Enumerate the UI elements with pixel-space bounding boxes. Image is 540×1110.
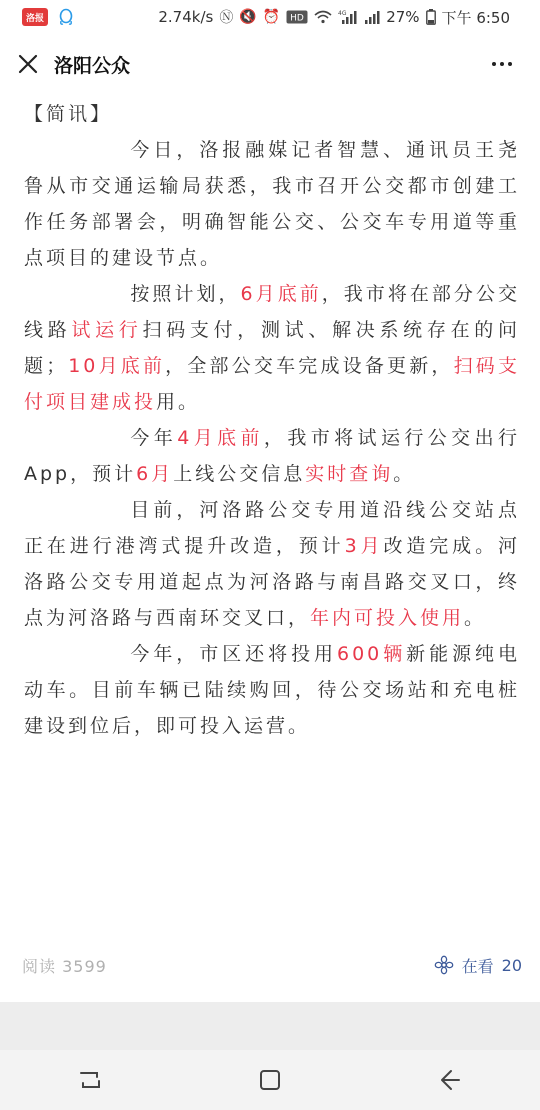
highlight-text: 实时查询 xyxy=(305,463,394,485)
signal-icon xyxy=(364,9,380,25)
home-button[interactable] xyxy=(230,1055,310,1105)
clock: 下午 6:50 xyxy=(441,8,510,27)
highlight-text: 4月底前 xyxy=(177,427,264,449)
article-paragraph xyxy=(24,132,520,276)
article-paragraph xyxy=(24,492,520,636)
nfc-icon: Ⓝ xyxy=(219,10,234,26)
status-bar xyxy=(0,0,540,34)
home-icon xyxy=(257,1067,283,1093)
page-title: 洛阳公众 xyxy=(54,54,131,77)
article-body xyxy=(24,96,520,744)
svg-text:HD: HD xyxy=(290,13,305,24)
watching-count: 20 xyxy=(501,955,522,975)
signal-4g-icon xyxy=(338,9,358,25)
body-text: ，我市将在部分公交线路 xyxy=(24,283,520,341)
article-paragraph xyxy=(24,276,520,420)
highlight-text: 年内可投入使用 xyxy=(310,607,465,629)
article-paragraphs xyxy=(24,132,520,744)
section-divider xyxy=(0,1002,540,1050)
highlight-text: 6月底前 xyxy=(240,283,322,305)
watching-label: 在看 xyxy=(461,956,494,976)
article-meta xyxy=(22,950,522,980)
highlight-text: 扫码支付项目建成投 xyxy=(24,355,520,413)
alarm-icon: ⏰ xyxy=(262,9,281,25)
qq-icon xyxy=(58,8,74,26)
more-icon xyxy=(492,62,496,66)
body-text: 今日，洛报融媒记者智慧、通讯员王尧鲁从市交通运输局获悉，我市召开公交都市创建工作任务部署会，明确智能公交、公交车专用道等重点项目的建设节点。 xyxy=(24,139,520,269)
body-text: 上线公交信息 xyxy=(173,463,306,485)
hd-icon xyxy=(286,10,308,24)
app-bar xyxy=(0,36,540,92)
battery-icon xyxy=(426,9,436,25)
article-paragraph xyxy=(24,636,520,744)
battery-percent: 27% xyxy=(386,8,420,26)
body-text: ，我市将试运行公交出行App，预计 xyxy=(24,427,520,485)
back-icon xyxy=(437,1067,463,1093)
svg-text:4G: 4G xyxy=(338,10,347,17)
watching-button[interactable] xyxy=(434,954,522,977)
highlight-text: 600辆 xyxy=(336,643,407,665)
close-button[interactable] xyxy=(8,44,48,84)
recent-apps-button[interactable] xyxy=(50,1055,130,1105)
body-text: 扫码支付，测试、解决系统存在的问题； xyxy=(24,319,520,377)
wifi-icon xyxy=(314,10,332,24)
article-heading: 【简讯】 xyxy=(24,103,113,125)
article-paragraph xyxy=(24,420,520,492)
body-text: 今年，市区还将投用 xyxy=(130,643,337,665)
back-button[interactable] xyxy=(410,1055,490,1105)
read-count: 阅读 3599 xyxy=(22,956,107,976)
body-text: 。 xyxy=(464,607,487,629)
highlight-text: 6月 xyxy=(136,463,174,485)
body-text: 用。 xyxy=(156,391,201,413)
body-text: 按照计划， xyxy=(130,283,241,305)
highlight-text: 3月 xyxy=(344,535,384,557)
body-text: 改造完成。河洛路公交专用道起点为河洛路与南昌路交叉口，终点为河洛路与西南环交叉口， xyxy=(24,535,520,629)
body-text: 目前，河洛路公交专用道沿线公交站点正在进行港湾式提升改造，预计 xyxy=(24,499,520,557)
body-text: 今年 xyxy=(130,427,178,449)
body-text: 新能源纯电动车。目前车辆已陆续购回，待公交场站和充电桩建设到位后，即可投入运营。 xyxy=(24,643,520,737)
highlight-text: 10月底前 xyxy=(68,355,166,377)
highlight-text: 试运行 xyxy=(71,319,143,341)
more-button[interactable] xyxy=(482,44,522,84)
net-speed: 2.74k/s xyxy=(158,8,214,26)
news-app-icon: 洛报 xyxy=(22,8,48,26)
close-icon xyxy=(17,53,39,75)
body-text: ，全部公交车完成设备更新， xyxy=(165,355,454,377)
mute-icon: 🔇 xyxy=(239,9,257,25)
recent-apps-icon xyxy=(77,1067,103,1093)
system-nav-bar xyxy=(0,1050,540,1110)
flower-icon xyxy=(434,955,454,975)
body-text: 。 xyxy=(393,463,416,485)
